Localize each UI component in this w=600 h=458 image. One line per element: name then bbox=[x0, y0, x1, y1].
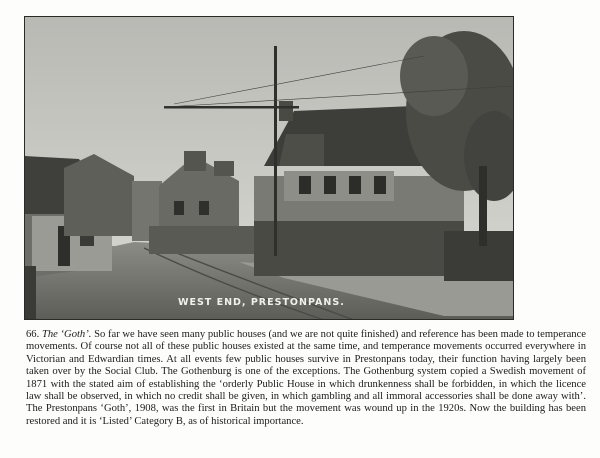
historic-photograph bbox=[24, 16, 514, 320]
figure-description: So far we have seen many public houses (and we are not quite finished) and reference has been made to temperance movements. Of course not all of these public houses existed at the same time, and temperance movements occurred everywhere in Victorian and Edwardian times. At all events few public houses survive in Prestonpans today, their function having largely been taken over by the Social Club. The Gothenburg is one of the exceptions. The Gothenburg system copied a Swedish movement of 1871 with the stated aim of establishing the ‘orderly Public House in which drunkenness shall be forbidden, in which the licence law shall be observed, in which no credit shall be given, in which gambling and all immoral accessories shall be done away with’. The Prestonpans ‘Goth’, 1908, was the first in Britain but the movement was wound up in the 1920s. Now the building has been restored and it is ‘Listed’ Category B, as of historical importance. bbox=[26, 329, 586, 427]
street-scene-illustration bbox=[24, 16, 514, 320]
figure-number: 66. bbox=[26, 329, 40, 340]
figure-caption bbox=[26, 329, 586, 428]
photo-inscription: WEST END, PRESTONPANS. bbox=[178, 297, 345, 308]
figure-title: The ‘Goth’. bbox=[41, 329, 92, 340]
